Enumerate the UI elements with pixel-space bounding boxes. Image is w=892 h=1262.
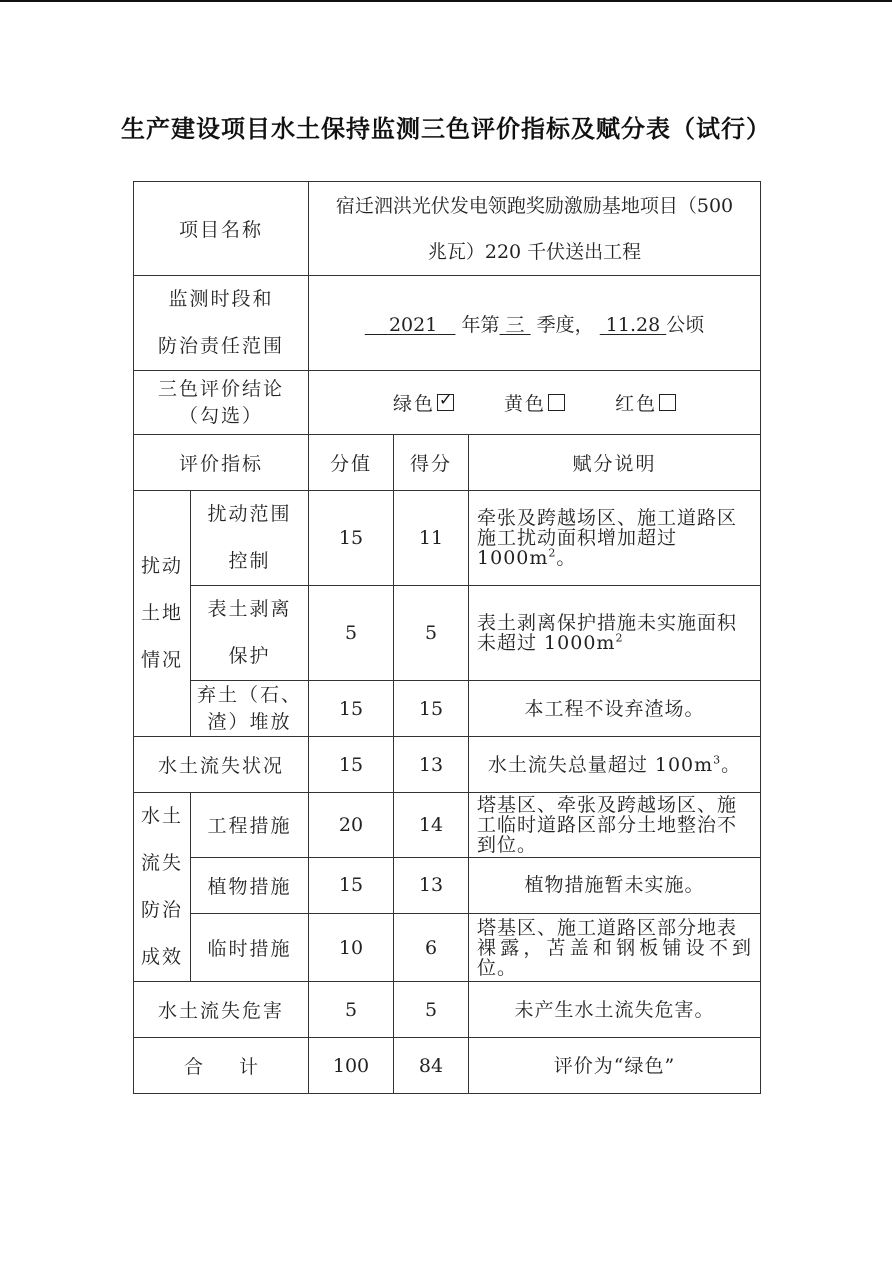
total-row [134, 1038, 761, 1094]
period-quarter: 三 [505, 313, 525, 336]
header-explanation: 赋分说明 [469, 435, 761, 491]
desc-erosion-status: 水土流失总量超过 $100m^3$。 [469, 737, 761, 793]
table-row [134, 491, 761, 586]
score-temporary: 10 [309, 914, 394, 982]
score-engineering: 20 [309, 793, 394, 858]
period-quarter-suffix: 季度， [536, 313, 594, 336]
indicator-disturb-range: 扰动范围 控制 [191, 491, 309, 586]
group-prevention: 水土 流失 防治 成效 [134, 793, 191, 982]
obtained-topsoil: 5 [394, 586, 469, 681]
obtained-spoil: 15 [394, 681, 469, 737]
table-row [134, 793, 761, 858]
desc-engineering: 塔基区、牵张及跨越场区、施 工临时道路区部分土地整治不 到位。 [469, 793, 761, 858]
table-row [134, 914, 761, 982]
table-row [134, 857, 761, 914]
score-total: 100 [309, 1038, 394, 1094]
period-row [134, 276, 761, 371]
period-value [309, 276, 761, 371]
yellow-checkbox[interactable] [548, 394, 565, 411]
indicator-vegetation: 植物措施 [191, 857, 309, 914]
obtained-erosion-status: 13 [394, 737, 469, 793]
indicator-total: 合 计 [134, 1038, 309, 1094]
desc-spoil: 本工程不设弃渣场。 [469, 681, 761, 737]
period-label-line1: 监测时段和 [168, 288, 274, 310]
conclusion-label-line1: 三色评价结论 [158, 377, 285, 400]
desc-hazard: 未产生水土流失危害。 [469, 982, 761, 1038]
period-label [134, 276, 309, 371]
table-row [134, 586, 761, 681]
conclusion-label-line2: （勾选） [179, 404, 264, 427]
indicator-hazard: 水土流失危害 [134, 982, 309, 1038]
page-title: 生产建设项目水土保持监测三色评价指标及赋分表（试行） [121, 115, 771, 143]
header-obtained: 得分 [394, 435, 469, 491]
option-red[interactable]: 红色 [615, 389, 676, 416]
option-yellow[interactable]: 黄色 [504, 389, 565, 416]
project-row [134, 182, 761, 276]
project-label: 项目名称 [134, 182, 309, 276]
score-topsoil: 5 [309, 586, 394, 681]
obtained-total: 84 [394, 1038, 469, 1094]
indicator-erosion-status: 水土流失状况 [134, 737, 309, 793]
option-green[interactable]: 绿色 ✓ [392, 390, 455, 415]
period-area-unit: 公顷 [666, 313, 705, 336]
score-hazard: 5 [309, 982, 394, 1038]
desc-disturb-range: 牵张及跨越场区、施工道路区 施工扰动面积增加超过 $1000m^2$。 [469, 491, 761, 586]
header-indicator: 评价指标 [134, 435, 309, 491]
top-border-line [0, 0, 892, 2]
conclusion-label [134, 371, 309, 435]
table-row [134, 982, 761, 1038]
desc-total: 评价为“绿色” [469, 1038, 761, 1094]
red-checkbox[interactable] [659, 394, 676, 411]
obtained-temporary: 6 [394, 914, 469, 982]
score-erosion-status: 15 [309, 737, 394, 793]
desc-topsoil: 表土剥离保护措施未实施面积 未超过 $1000m^2$ [469, 586, 761, 681]
score-vegetation: 15 [309, 857, 394, 914]
project-value-line1: 宿迁泗洪光伏发电领跑奖励激励基地项目（500 [335, 194, 734, 217]
desc-temporary: 塔基区、施工道路区部分地表 裸露，苫盖和钢板铺设不到位。 [469, 914, 761, 982]
obtained-engineering: 14 [394, 793, 469, 858]
period-area: 11.28 [605, 313, 661, 336]
indicator-temporary: 临时措施 [191, 914, 309, 982]
table-row [134, 737, 761, 793]
score-disturb-range: 15 [309, 491, 394, 586]
conclusion-options [309, 371, 761, 435]
obtained-disturb-range: 11 [394, 491, 469, 586]
evaluation-table [133, 181, 761, 1094]
obtained-hazard: 5 [394, 982, 469, 1038]
conclusion-row [134, 371, 761, 435]
score-spoil: 15 [309, 681, 394, 737]
indicator-engineering: 工程措施 [191, 793, 309, 858]
obtained-vegetation: 13 [394, 857, 469, 914]
table-row [134, 681, 761, 737]
header-row [134, 435, 761, 491]
group-disturbance: 扰动 土地 情况 [134, 491, 191, 737]
green-checkbox[interactable] [437, 390, 455, 411]
period-label-line2: 防治责任范围 [158, 335, 285, 357]
header-score: 分值 [309, 435, 394, 491]
project-value [309, 182, 761, 276]
checkmark-icon: ✓ [438, 390, 455, 409]
indicator-topsoil: 表土剥离 保护 [191, 586, 309, 681]
period-year-suffix: 年第 [461, 313, 500, 336]
period-year: 2021 [388, 313, 438, 336]
project-value-line2: 兆瓦）220 千伏送出工程 [427, 240, 642, 263]
indicator-spoil: 弃土（石、 渣）堆放 [191, 681, 309, 737]
desc-vegetation: 植物措施暂未实施。 [469, 857, 761, 914]
